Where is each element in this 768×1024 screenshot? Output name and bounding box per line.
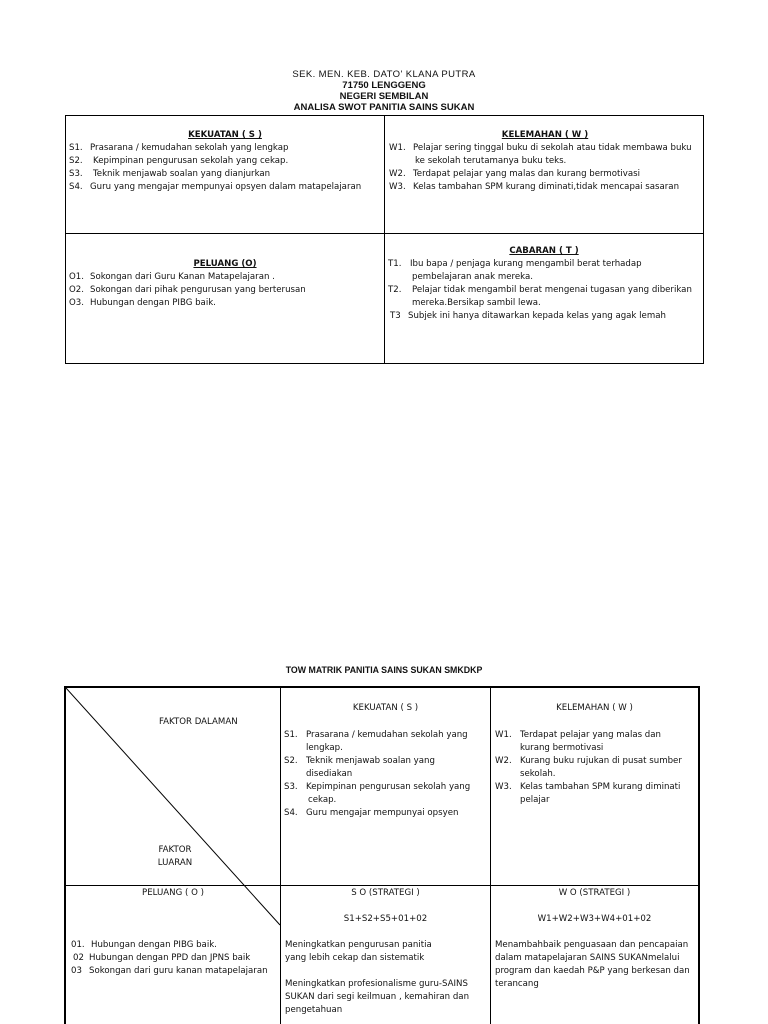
text-line: Meningkatkan pengurusan panitia [285, 940, 432, 950]
list-item: W3. Kelas tambahan SPM kurang diminati [495, 782, 681, 792]
tow-kekuatan-list [284, 729, 489, 820]
kelemahan-title: KELEMAHAN ( W ) [501, 130, 589, 140]
list-item: W2. Terdapat pelajar yang malas dan kurang bermotivasi [389, 169, 641, 179]
kelemahan-section [389, 129, 701, 194]
list-item-continuation: pembelajaran anak mereka. [412, 272, 533, 282]
list-item: S3. Kepimpinan pengurusan sekolah yang [284, 782, 471, 792]
tow-kelemahan-head: KELEMAHAN ( W ) [556, 703, 633, 713]
peluang-section [69, 258, 381, 310]
list-item: W1. Terdapat pelajar yang malas dan [495, 730, 661, 740]
list-item: T1. Ibu bapa / penjaga kurang mengambil berat terhadap [388, 259, 642, 269]
list-item-continuation: mereka.Bersikap sambil lewa. [412, 298, 541, 308]
list-item: 03 Sokongan dari guru kanan matapelajaran [71, 966, 268, 976]
list-item-continuation: sekolah. [520, 769, 556, 779]
swot-table [65, 115, 704, 364]
wo-formula: W1+W2+W3+W4+01+02 [537, 914, 652, 924]
tow-peluang-list [71, 939, 280, 978]
wo-strategi-head: W O (STRATEGI ) [558, 888, 631, 898]
wo-strategy-text [495, 939, 698, 991]
list-item: W2. Kurang buku rujukan di pusat sumber [495, 756, 682, 766]
tow-title: TOW MATRIK PANITIA SAINS SUKAN SMKDKP [285, 665, 483, 675]
list-item: O1. Sokongan dari Guru Kanan Matapelajaran . [69, 272, 275, 282]
list-item-continuation: ke sekolah terutamanya buku teks. [415, 156, 567, 166]
kekuatan-title: KEKUATAN ( S ) [188, 130, 262, 140]
list-item: S2. Teknik menjawab soalan yang [284, 756, 435, 766]
school-name: SEK. MEN. KEB. DATO' KLANA PUTRA [292, 69, 476, 80]
tow-divider-2 [490, 688, 491, 1024]
list-item: S2. Kepimpinan pengurusan sekolah yang cekap. [69, 156, 289, 166]
so-formula: S1+S2+S5+01+02 [343, 914, 428, 924]
list-item-continuation: cekap. [308, 795, 337, 805]
text-line: pengetahuan [285, 1005, 343, 1015]
text-line: program dan kaedah P&P yang berkesan dan [495, 966, 690, 976]
swot-vertical-divider [384, 116, 385, 363]
kekuatan-section [69, 129, 381, 194]
list-item: W3. Kelas tambahan SPM kurang diminati,tidak mencapai sasaran [389, 182, 680, 192]
text-line: yang lebih cekap dan sistematik [285, 953, 425, 963]
text-line: Meningkatkan profesionalisme guru-SAINS [285, 979, 468, 989]
list-item: O2. Sokongan dari pihak pengurusan yang berterusan [69, 285, 306, 295]
cabaran-title: CABARAN ( T ) [509, 246, 579, 256]
tow-kekuatan-head: KEKUATAN ( S ) [352, 703, 419, 713]
list-item: O3. Hubungan dengan PIBG baik. [69, 298, 216, 308]
postcode-line: 71750 LENGGENG [342, 80, 426, 91]
list-item: S1. Prasarana / kemudahan sekolah yang lengkap [69, 143, 289, 153]
tow-kelemahan-list [495, 729, 698, 807]
list-item: S4. Guru yang mengajar mempunyai opsyen dalam matapelajaran [69, 182, 362, 192]
swot-horizontal-divider [66, 233, 703, 234]
list-item: T3 Subjek ini hanya ditawarkan kepada kelas yang agak lemah [390, 311, 666, 321]
faktor-luaran-label-1: FAKTOR [158, 845, 192, 855]
faktor-dalaman-label: FAKTOR DALAMAN [159, 717, 238, 727]
list-item: S4. Guru mengajar mempunyai opsyen [284, 808, 459, 818]
list-item-continuation: lengkap. [306, 743, 343, 753]
faktor-luaran-label-2: LUARAN [157, 858, 193, 868]
state-line: NEGERI SEMBILAN [339, 91, 429, 102]
list-item: 01. Hubungan dengan PIBG baik. [71, 940, 217, 950]
list-item: S3. Teknik menjawab soalan yang dianjurkan [69, 169, 271, 179]
text-line: SUKAN dari segi keilmuan , kemahiran dan [285, 992, 470, 1002]
text-line: dalam matapelajaran SAINS SUKANmelalui [495, 953, 680, 963]
so-strategi-head: S O (STRATEGI ) [351, 888, 420, 898]
list-item: W1. Pelajar sering tinggal buku di sekolah atau tidak membawa buku [389, 143, 692, 153]
cabaran-section [388, 245, 700, 323]
document-title: ANALISA SWOT PANITIA SAINS SUKAN [293, 102, 475, 113]
list-item-continuation: kurang bermotivasi [520, 743, 604, 753]
list-item-continuation: disediakan [306, 769, 353, 779]
list-item: S1. Prasarana / kemudahan sekolah yang [284, 730, 468, 740]
peluang-title: PELUANG (O) [193, 259, 257, 269]
list-item: 02 Hubungan dengan PPD dan JPNS baik [73, 953, 251, 963]
text-line: Menambahbaik penguasaan dan pencapaian [495, 940, 689, 950]
list-item: T2. Pelajar tidak mengambil berat mengenai tugasan yang diberikan [388, 285, 692, 295]
list-item-continuation: pelajar [520, 795, 550, 805]
text-line: terancang [495, 979, 539, 989]
tow-matrix [64, 686, 700, 1024]
tow-peluang-head: PELUANG ( O ) [142, 888, 204, 898]
so-strategy-text [285, 939, 489, 1017]
